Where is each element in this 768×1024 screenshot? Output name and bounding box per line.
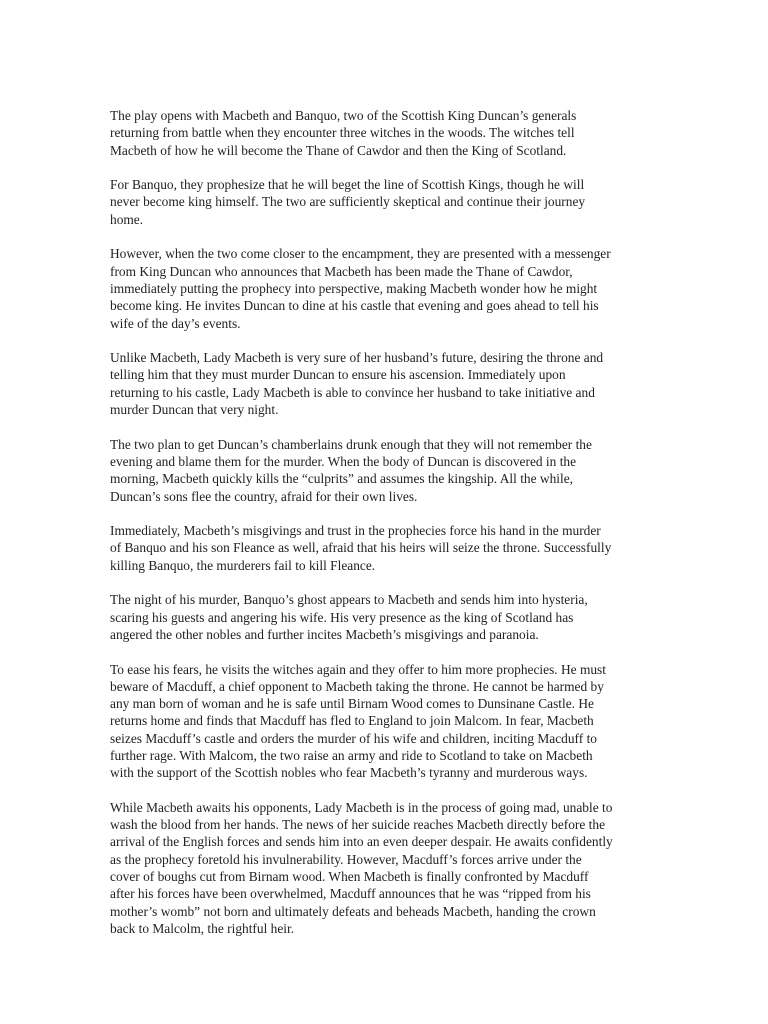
text-line: with the support of the Scottish nobles who fear Macbeth’s tyranny and murderous ways. [110,765,588,781]
text-line: arrival of the English forces and sends him into an even deeper despair. He awaits confidently [110,834,613,850]
text-line: mother’s womb” not born and ultimately defeats and beheads Macbeth, handing the crown [110,903,596,919]
text-line: While Macbeth awaits his opponents, Lady Macbeth is in the process of going mad, unable to [110,799,613,815]
text-line: returning to his castle, Lady Macbeth is able to convince her husband to take initiative and [110,384,595,400]
paragraph-7 [110,591,662,643]
text-line: telling him that they must murder Duncan to ensure his ascension. Immediately upon [110,367,566,383]
text-line: The two plan to get Duncan’s chamberlains drunk enough that they will not remember the [110,436,592,452]
paragraph-8 [110,661,662,782]
text-line: become king. He invites Duncan to dine at his castle that evening and goes ahead to tell his [110,298,599,314]
text-line: angered the other nobles and further incites Macbeth’s misgivings and paranoia. [110,626,539,642]
text-line: seizes Macduff’s castle and orders the murder of his wife and children, inciting Macduff to [110,730,597,746]
text-line: from King Duncan who announces that Macbeth has been made the Thane of Cawdor, [110,263,573,279]
text-line: The play opens with Macbeth and Banquo, two of the Scottish King Duncan’s generals [110,108,577,123]
text-line: morning, Macbeth quickly kills the “culprits” and assumes the kingship. All the while, [110,471,574,487]
text-line: further rage. With Malcom, the two raise an army and ride to Scotland to take on Macbeth [110,747,593,763]
paragraph-2 [110,176,662,228]
text-line: Immediately, Macbeth’s misgivings and trust in the prophecies force his hand in the murder [110,523,601,539]
text-line: home. [110,211,144,227]
text-line: beware of Macduff, a chief opponent to Macbeth taking the throne. He cannot be harmed by [110,678,604,694]
text-line: immediately putting the prophecy into perspective, making Macbeth wonder how he might [110,280,598,296]
paragraph-4 [110,349,662,418]
text-line: scaring his guests and angering his wife. His very presence as the king of Scotland has [110,609,574,625]
text-line: of Banquo and his son Fleance as well, afraid that his heirs will seize the throne. Successfully [110,540,612,556]
text-line: any man born of woman and he is safe until Birnam Wood comes to Dunsinane Castle. He [110,696,594,712]
text-line: For Banquo, they prophesize that he will beget the line of Scottish Kings, though he will [110,177,585,193]
text-line: Unlike Macbeth, Lady Macbeth is very sure of her husband’s future, desiring the throne and [110,350,604,366]
text-line: returns home and finds that Macduff has fled to England to join Malcom. In fear, Macbeth [110,713,594,729]
paragraph-5 [110,436,662,505]
text-line: back to Malcolm, the rightful heir. [110,920,295,936]
text-line: cover of boughs cut from Birnam wood. When Macbeth is finally confronted by Macduff [110,869,589,885]
paragraph-1 [110,107,662,159]
paragraph-6 [110,522,662,574]
text-line: as the prophecy foretold his invulnerability. However, Macduff’s forces arrive under the [110,851,582,867]
text-line: never become king himself. The two are sufficiently skeptical and continue their journey [110,194,586,210]
text-line: after his forces have been overwhelmed, Macduff announces that he was “ripped from his [110,886,591,902]
text-line: Macbeth of how he will become the Thane of Cawdor and then the King of Scotland. [110,142,567,158]
paragraph-9 [110,799,662,937]
text-line: The night of his murder, Banquo’s ghost appears to Macbeth and sends him into hysteria, [110,592,588,608]
text-line: wife of the day’s events. [110,315,241,331]
text-line: killing Banquo, the murderers fail to kill Fleance. [110,557,376,573]
document-body [110,107,662,955]
text-line: returning from battle when they encounter three witches in the woods. The witches tell [110,125,575,141]
text-line: murder Duncan that very night. [110,402,279,418]
text-line: evening and blame them for the murder. When the body of Duncan is discovered in the [110,453,577,469]
text-line: However, when the two come closer to the encampment, they are presented with a messenger [110,246,611,262]
paragraph-3 [110,245,662,331]
text-line: To ease his fears, he visits the witches again and they offer to him more prophecies. He must [110,661,606,677]
text-line: Duncan’s sons flee the country, afraid for their own lives. [110,488,418,504]
text-line: wash the blood from her hands. The news of her suicide reaches Macbeth directly before the [110,817,606,833]
